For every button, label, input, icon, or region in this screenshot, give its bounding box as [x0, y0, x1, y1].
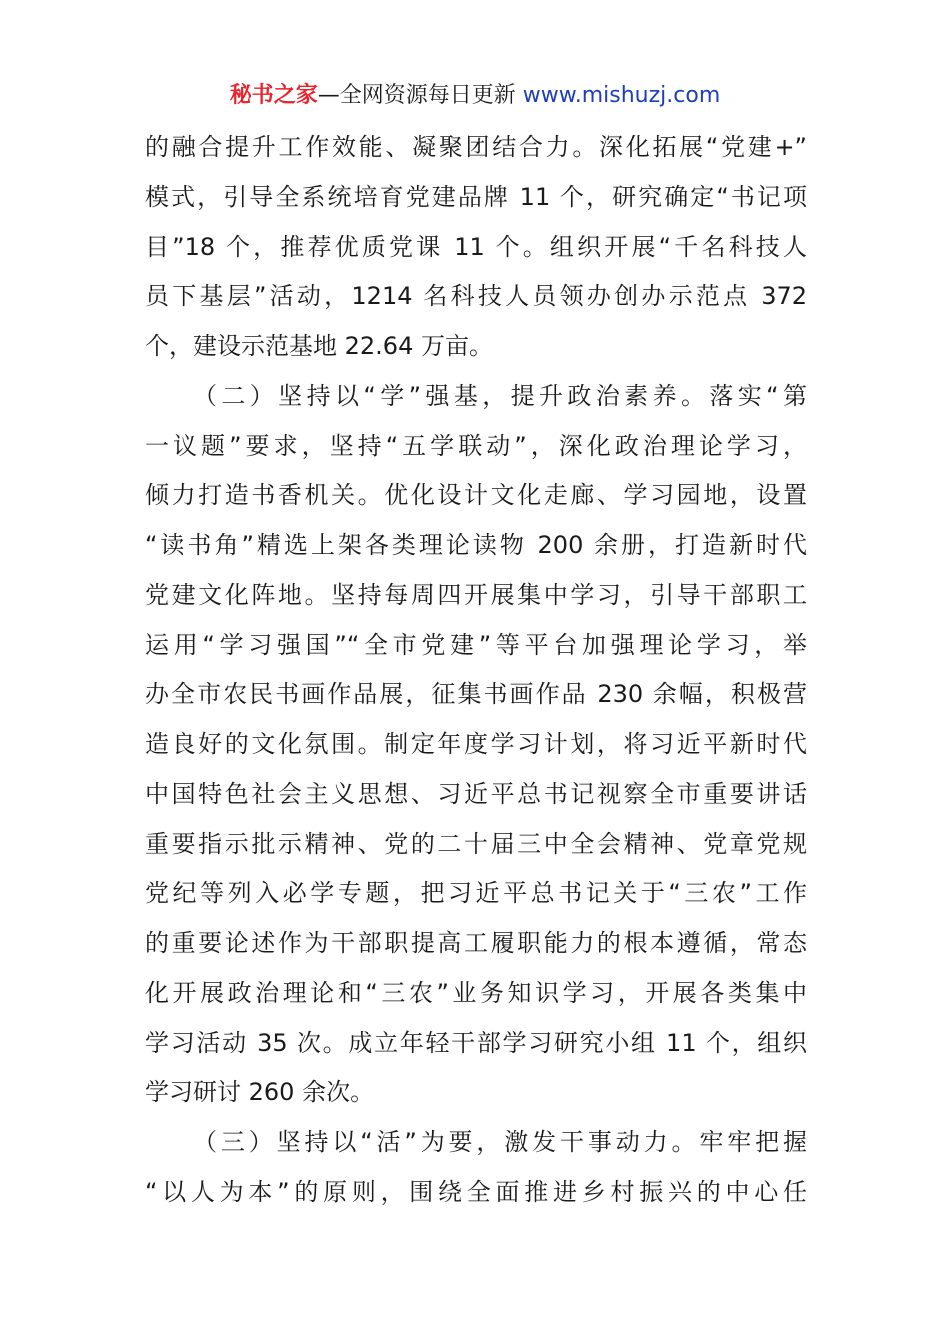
text-line: 模式，引导全系统培育党建品牌 11 个，研究确定“书记项 [145, 182, 807, 211]
text-line: 一议题”要求，坚持“五学联动”，深化政治理论学习， [145, 431, 807, 460]
text-line: 重要指示批示精神、党的二十届三中全会精神、党章党规 [145, 829, 807, 858]
site-brand: 秘书之家 [229, 83, 318, 108]
text-line: 中国特色社会主义思想、习近平总书记视察全市重要讲话 [145, 779, 807, 808]
document-body [145, 123, 807, 1218]
text-line: 的融合提升工作效能、凝聚团结合力。深化拓展“党建+” [145, 133, 807, 161]
text-line: 造良好的文化氛围。制定年度学习计划，将习近平新时代 [145, 730, 807, 758]
text-line: 党纪等列入必学专题，把习近平总书记关于“三农”工作 [145, 879, 807, 908]
site-header [0, 80, 950, 112]
text-line: 办全市农民书画作品展，征集书画作品 230 余幅，积极营 [145, 680, 807, 709]
text-line: 学习活动 35 次。成立年轻干部学习研究小组 11 个，组织 [145, 1028, 807, 1057]
text-line: “读书角”精选上架各类理论读物 200 余册，打造新时代 [145, 531, 807, 559]
text-line: 化开展政治理论和“三农”业务知识学习，开展各类集中 [145, 978, 807, 1007]
text-line: 目”18 个，推荐优质党课 11 个。组织开展“千名科技人 [145, 232, 807, 261]
text-line: “以人为本”的原则，围绕全面推进乡村振兴的中心任 [145, 1177, 807, 1206]
text-line: 运用“学习强国”“全市党建”等平台加强理论学习，举 [145, 630, 807, 659]
text-line: 员下基层”活动，1214 名科技人员领办创办示范点 372 [145, 282, 807, 311]
text-line: 党建文化阵地。坚持每周四开展集中学习，引导干部职工 [145, 580, 807, 609]
section-heading-3: （三）坚持以“活”为要，激发干事动力。牢牢把握 [193, 1128, 807, 1156]
section-heading-2: （二）坚持以“学”强基，提升政治素养。落实“第 [193, 381, 807, 410]
site-url-link[interactable]: www.mishuzj.com [522, 83, 721, 108]
text-line: 倾力打造书香机关。优化设计文化走廊、学习园地，设置 [145, 481, 807, 510]
text-line: 的重要论述作为干部职提高工履职能力的根本遵循，常态 [145, 929, 807, 957]
text-line: 个，建设示范基地 22.64 万亩。 [145, 332, 493, 360]
site-tagline: —全网资源每日更新 [317, 83, 523, 108]
text-line: 学习研讨 260 余次。 [145, 1078, 375, 1107]
